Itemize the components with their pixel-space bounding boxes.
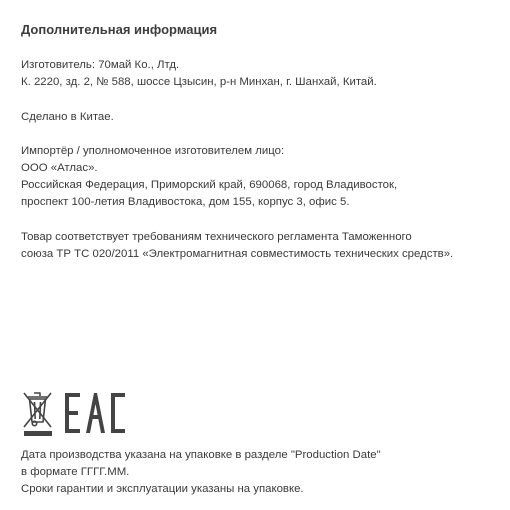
importer-address-line2: проспект 100-летия Владивостока, дом 155, корпус 3, офис 5. bbox=[21, 196, 350, 208]
manufacturer-address: К. 2220, зд. 2, № 588, шоссе Цзысин, р-н Минхан, г. Шанхай, Китай. bbox=[21, 76, 377, 88]
info-page bbox=[21, 0, 506, 510]
importer-label: Импортёр / уполномоченное изготовителем лицо: bbox=[21, 145, 285, 157]
manufacturer-name: Изготовитель: 70май Ко., Лтд. bbox=[21, 59, 180, 71]
compliance-line2: союза ТР ТС 020/2011 «Электромагнитная совместимость технических средств». bbox=[21, 248, 454, 260]
made-in-text: Сделано в Китае. bbox=[21, 111, 114, 123]
importer-block bbox=[21, 143, 397, 211]
footer-block bbox=[21, 447, 381, 498]
date-format-note: в формате ГГГГ.ММ. bbox=[21, 466, 130, 478]
certification-marks bbox=[21, 389, 131, 441]
made-in-block bbox=[21, 109, 114, 126]
production-date-note: Дата производства указана на упаковке в разделе "Production Date" bbox=[21, 449, 381, 461]
importer-name: ООО «Атлас». bbox=[21, 162, 98, 174]
crossed-out-wheelie-bin-icon bbox=[21, 389, 55, 441]
manufacturer-block bbox=[21, 57, 377, 91]
importer-address-line1: Российская Федерация, Приморский край, 690068, город Владивосток, bbox=[21, 179, 398, 191]
compliance-block bbox=[21, 229, 453, 263]
eac-mark bbox=[65, 393, 125, 433]
page-title: Дополнительная информация bbox=[21, 22, 218, 37]
compliance-line1: Товар соответствует требованиям технического регламента Таможенного bbox=[21, 231, 412, 243]
warranty-note: Сроки гарантии и эксплуатации указаны на упаковке. bbox=[21, 483, 304, 495]
